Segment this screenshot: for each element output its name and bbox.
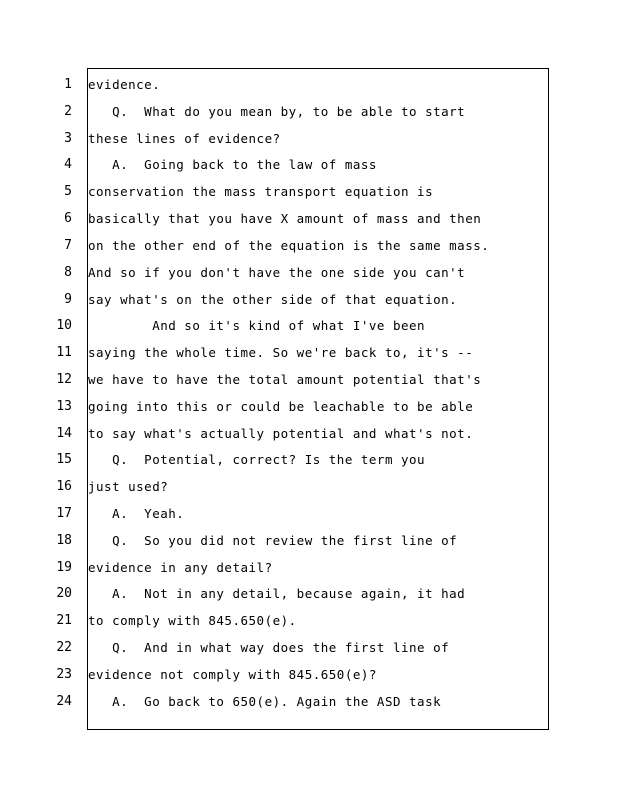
line-number: 6 (64, 211, 72, 226)
transcript-line: going into this or could be leachable to be able (88, 399, 474, 414)
transcript-line: evidence in any detail? (88, 560, 273, 575)
line-number: 23 (56, 667, 72, 682)
transcript-line: we have to have the total amount potential that's (88, 372, 482, 387)
transcript-line: to comply with 845.650(e). (88, 613, 297, 628)
line-number: 8 (64, 265, 72, 280)
transcript-line: say what's on the other side of that equation. (88, 292, 458, 307)
transcript-line: to say what's actually potential and what's not. (88, 426, 474, 441)
transcript-line: A. Not in any detail, because again, it had (88, 586, 466, 601)
transcript-line: Q. So you did not review the first line of (88, 533, 458, 548)
transcript-line: Q. What do you mean by, to be able to start (88, 104, 466, 119)
line-number: 13 (56, 399, 72, 414)
transcript-line: saying the whole time. So we're back to, it's -- (88, 345, 474, 360)
transcript-line: on the other end of the equation is the same mass. (88, 238, 490, 253)
line-number: 16 (56, 479, 72, 494)
line-number: 15 (56, 452, 72, 467)
transcript-line: just used? (88, 479, 169, 494)
line-number: 17 (56, 506, 72, 521)
line-number: 24 (56, 694, 72, 709)
line-number: 5 (64, 184, 72, 199)
line-number: 10 (56, 318, 72, 333)
line-number: 7 (64, 238, 72, 253)
line-number: 21 (56, 613, 72, 628)
transcript-line: these lines of evidence? (88, 131, 281, 146)
line-number: 20 (56, 586, 72, 601)
line-number: 14 (56, 426, 72, 441)
transcript-line: evidence. (88, 77, 161, 92)
line-number: 4 (64, 157, 72, 172)
line-number: 2 (64, 104, 72, 119)
line-number: 18 (56, 533, 72, 548)
line-number: 9 (64, 292, 72, 307)
line-number: 11 (56, 345, 72, 360)
line-number: 22 (56, 640, 72, 655)
transcript-line: evidence not comply with 845.650(e)? (88, 667, 377, 682)
transcript-line: conservation the mass transport equation is (88, 184, 434, 199)
transcript-line: A. Yeah. (88, 506, 185, 521)
line-number: 3 (64, 131, 72, 146)
transcript-line: And so if you don't have the one side you can't (88, 265, 466, 280)
transcript-line: A. Go back to 650(e). Again the ASD task (88, 694, 442, 709)
transcript-line: A. Going back to the law of mass (88, 157, 377, 172)
line-number: 12 (56, 372, 72, 387)
line-number: 1 (64, 77, 72, 92)
transcript-line: And so it's kind of what I've been (88, 318, 426, 333)
transcript-line: Q. Potential, correct? Is the term you (88, 452, 426, 467)
transcript-line: Q. And in what way does the first line of (88, 640, 450, 655)
line-number: 19 (56, 560, 72, 575)
transcript-line: basically that you have X amount of mass and then (88, 211, 482, 226)
